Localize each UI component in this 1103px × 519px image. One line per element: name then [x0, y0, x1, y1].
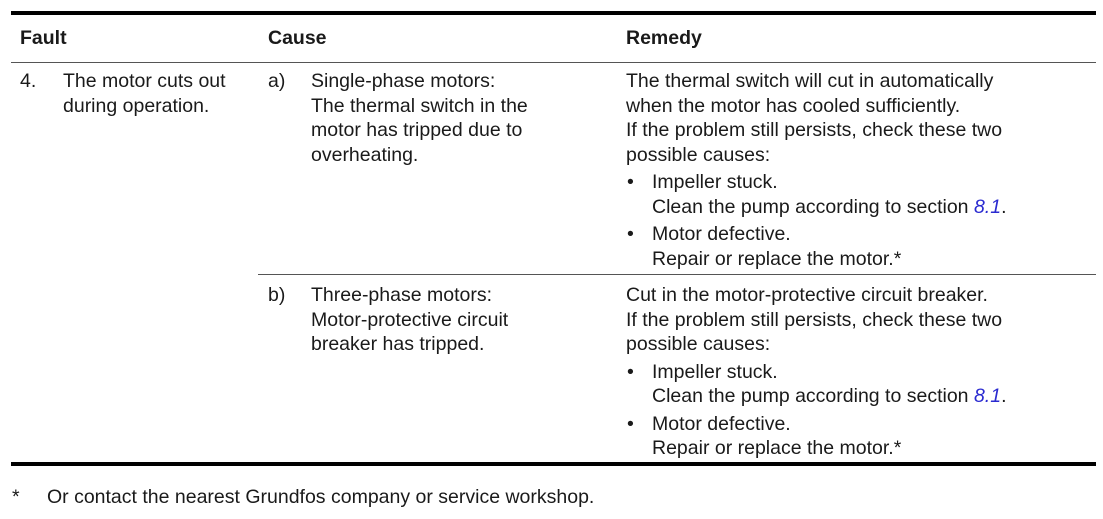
cause-b-text	[311, 283, 508, 357]
remedy-b	[626, 283, 1006, 461]
fault-line: during operation.	[63, 94, 210, 117]
cause-a-text	[311, 69, 528, 167]
header-rule	[11, 62, 1096, 63]
remedy-line: Cut in the motor-protective circuit breaker.	[626, 284, 988, 306]
header-cause: Cause	[268, 27, 327, 49]
remedy-line: If the problem still persists, check these two	[626, 308, 1003, 331]
list-item	[626, 170, 1006, 219]
list-item	[626, 360, 1006, 409]
bullet-action-suffix: .	[1001, 385, 1007, 407]
bullet-action: Repair or replace the motor.*	[652, 247, 902, 270]
remedy-a	[626, 69, 1006, 271]
bullet-icon: •	[627, 223, 634, 245]
list-item	[626, 222, 1006, 271]
bullet-action	[652, 195, 1006, 220]
list-item	[626, 412, 1006, 461]
footnote-mark: *	[12, 486, 20, 508]
bullet-action-text: Clean the pump according to section	[652, 385, 974, 407]
table-top-rule	[11, 11, 1096, 15]
section-reference-link[interactable]: 8.1	[973, 195, 1002, 218]
remedy-line: when the motor has cooled sufficiently.	[626, 94, 961, 117]
bullet-icon: •	[627, 360, 634, 383]
bullet-action: Repair or replace the motor.*	[652, 437, 902, 459]
section-reference-link[interactable]: 8.1	[973, 385, 1002, 407]
cause-b-letter: b)	[268, 284, 286, 306]
bullet-title: Impeller stuck.	[652, 360, 778, 383]
fault-description	[63, 69, 226, 118]
header-remedy: Remedy	[626, 27, 702, 49]
remedy-bullet-list	[626, 170, 1006, 271]
bullet-action	[652, 384, 1006, 409]
bullet-action-suffix: .	[1001, 195, 1007, 218]
bullet-icon: •	[627, 412, 634, 435]
cause-a-letter: a)	[268, 70, 286, 92]
fault-line: The motor cuts out	[63, 70, 226, 92]
cause-line: Three-phase motors:	[311, 284, 492, 306]
bullet-icon: •	[627, 171, 634, 193]
cause-line: overheating.	[311, 143, 419, 166]
bullet-action-text: Clean the pump according to section	[652, 195, 974, 218]
remedy-line: possible causes:	[626, 333, 771, 355]
remedy-line: possible causes:	[626, 143, 771, 166]
bullet-title: Motor defective.	[652, 223, 791, 245]
remedy-line: If the problem still persists, check these two	[626, 119, 1003, 141]
row-divider	[258, 274, 1096, 275]
bullet-title: Motor defective.	[652, 412, 791, 435]
bullet-title: Impeller stuck.	[652, 171, 778, 193]
remedy-bullet-list	[626, 360, 1006, 461]
cause-line: The thermal switch in the	[311, 94, 528, 117]
cause-line: motor has tripped due to	[311, 119, 523, 141]
cause-line: breaker has tripped.	[311, 333, 485, 355]
header-fault: Fault	[20, 27, 67, 49]
fault-number: 4.	[20, 70, 37, 92]
remedy-line: The thermal switch will cut in automatically	[626, 70, 994, 92]
table-bottom-rule	[11, 462, 1096, 466]
cause-line: Single-phase motors:	[311, 70, 496, 92]
cause-line: Motor-protective circuit	[311, 308, 509, 331]
footnote-text: Or contact the nearest Grundfos company or service workshop.	[47, 486, 595, 508]
